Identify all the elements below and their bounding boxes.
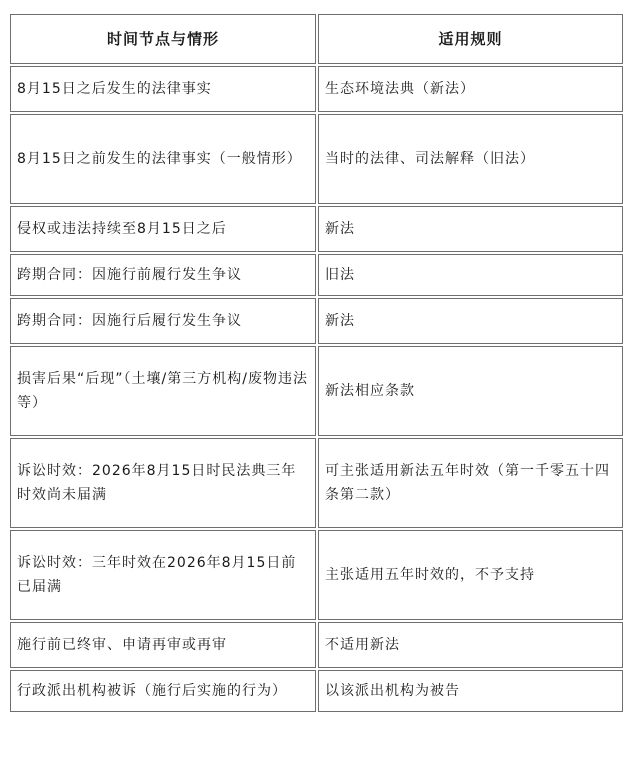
situation-cell: 跨期合同：因施行后履行发生争议: [10, 298, 316, 344]
table-row: [10, 254, 623, 296]
table-row: [10, 438, 623, 528]
rule-cell: 新法相应条款: [318, 346, 623, 436]
table-row: [10, 206, 623, 252]
table-row: [10, 622, 623, 668]
situation-cell: 行政派出机构被诉（施行后实施的行为）: [10, 670, 316, 712]
rule-cell: 不适用新法: [318, 622, 623, 668]
situation-cell: 8月15日之后发生的法律事实: [10, 66, 316, 112]
rule-cell: 旧法: [318, 254, 623, 296]
situation-cell: 8月15日之前发生的法律事实（一般情形）: [10, 114, 316, 204]
rule-cell: 当时的法律、司法解释（旧法）: [318, 114, 623, 204]
rule-cell: 主张适用五年时效的，不予支持: [318, 530, 623, 620]
rule-cell: 新法: [318, 298, 623, 344]
rule-cell: 生态环境法典（新法）: [318, 66, 623, 112]
rule-cell: 以该派出机构为被告: [318, 670, 623, 712]
table-header-row: [10, 14, 623, 64]
table-row: [10, 530, 623, 620]
header-rule: 适用规则: [318, 14, 623, 64]
table-row: [10, 66, 623, 112]
rule-cell: 可主张适用新法五年时效（第一千零五十四条第二款）: [318, 438, 623, 528]
table-row: [10, 298, 623, 344]
situation-cell: 诉讼时效：2026年8月15日时民法典三年时效尚未届满: [10, 438, 316, 528]
rules-table: [8, 12, 625, 714]
situation-cell: 侵权或违法持续至8月15日之后: [10, 206, 316, 252]
table-row: [10, 346, 623, 436]
situation-cell: 跨期合同：因施行前履行发生争议: [10, 254, 316, 296]
rule-cell: 新法: [318, 206, 623, 252]
header-situation: 时间节点与情形: [10, 14, 316, 64]
table-row: [10, 114, 623, 204]
situation-cell: 施行前已终审、申请再审或再审: [10, 622, 316, 668]
situation-cell: 损害后果“后现”（土壤/第三方机构/废物违法等）: [10, 346, 316, 436]
situation-cell: 诉讼时效：三年时效在2026年8月15日前已届满: [10, 530, 316, 620]
table-row: [10, 670, 623, 712]
